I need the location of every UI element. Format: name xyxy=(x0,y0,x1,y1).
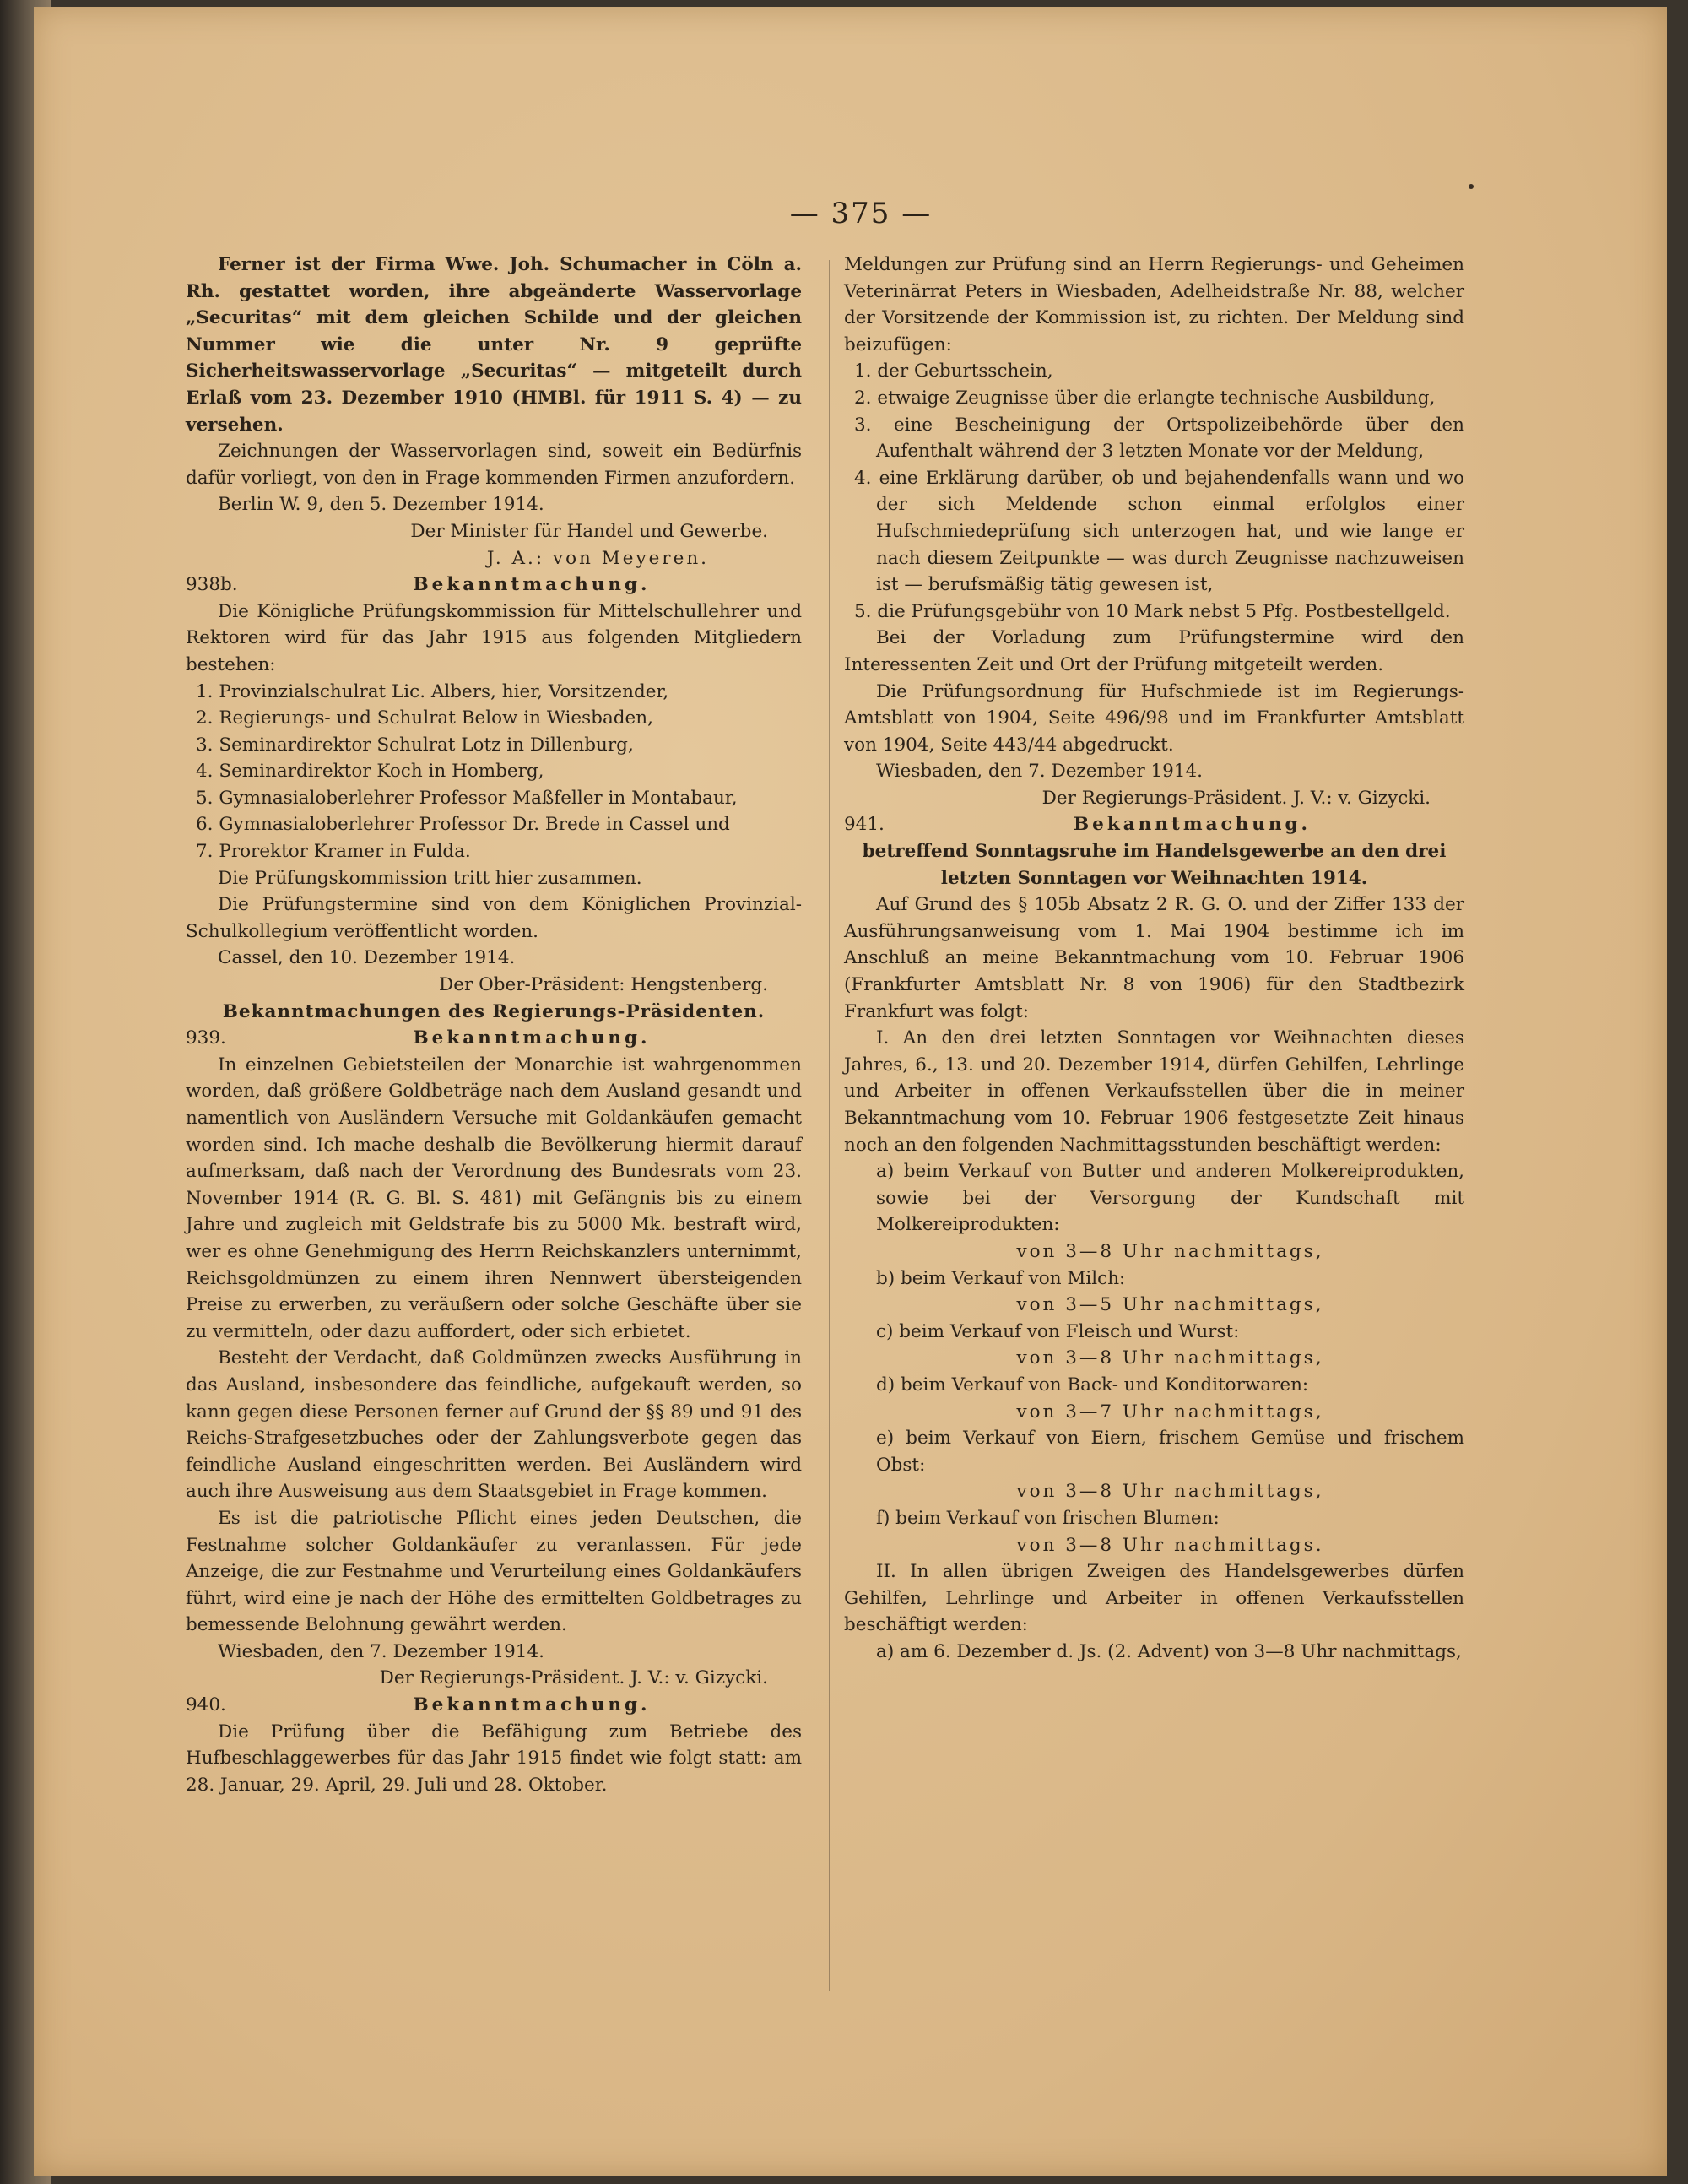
time-range: von 3—8 Uhr nachmittags. xyxy=(1016,1534,1324,1556)
signature: Der Regierungs-Präsident. J. V.: v. Gizycki. xyxy=(1041,787,1431,809)
list-item: f) beim Verkauf von frischen Blumen: xyxy=(876,1507,1220,1529)
notice-heading xyxy=(186,1025,802,1052)
signature: Der Minister für Handel und Gewerbe. xyxy=(410,520,768,542)
paragraph: Besteht der Verdacht, daß Goldmünzen zwecks Ausführung in das Ausland, insbesondere das feindliche, aufgekauft werden, so kann gegen diese Personen ferner auf Grund der §§ 89 und 91 des Reichs-Strafgesetzbuches oder der Zahlungsverbote gegen das feindliche Ausland eingeschritten werden. Bei Ausländern wird auch ihre Ausweisung aus dem Staatsgebiet in Frage kommen. xyxy=(186,1347,802,1503)
paragraph: Es ist die patriotische Pflicht eines jeden Deutschen, die Festnahme solcher Goldankäufer zu veranlassen. Für jede Anzeige, die zur Festnahme und Verurteilung eines Goldankäufers führt, wird eine je nach der Höhe des ermittelten Goldbetrages zu bemessende Belohnung gewährt werden. xyxy=(186,1507,802,1636)
list-item: 3. eine Bescheinigung der Ortspolizeibehörde über den Aufenthalt während der 3 letzten Monate vor der Meldung, xyxy=(854,414,1464,463)
right-column xyxy=(844,252,1464,1665)
paragraph: II. In allen übrigen Zweigen des Handelsgewerbes dürfen Gehilfen, Lehrlinge und Arbeiter in offenen Verkaufsstellen beschäftigt werden: xyxy=(844,1561,1464,1636)
list-item: b) beim Verkauf von Milch: xyxy=(876,1267,1126,1289)
notice-heading xyxy=(186,1692,802,1719)
paragraph: Die Prüfungsordnung für Hufschmiede ist im Regierungs-Amtsblatt von 1904, Seite 496/98 und im Frankfurter Amtsblatt von 1904, Seite 443/44 abgedruckt. xyxy=(844,680,1464,756)
paragraph: Die Königliche Prüfungskommission für Mittelschullehrer und Rektoren wird für das Jahr 1915 aus folgenden Mitgliedern bestehen: xyxy=(186,600,802,675)
paragraph: Die Prüfungskommission tritt hier zusammen. xyxy=(218,867,642,889)
paragraph: I. An den drei letzten Sonntagen vor Weihnachten dieses Jahres, 6., 13. und 20. Dezember 1914, dürfen Gehilfen, Lehrlinge und Arbeiter in offenen Verkaufsstellen über die in meiner Bekanntmachung vom 10. Februar 1906 festgesetzte Zeit hinaus noch an den folgenden Nachmittagsstunden beschäftigt werden: xyxy=(844,1027,1464,1156)
ink-speck xyxy=(1469,184,1474,189)
notice-heading xyxy=(186,572,802,599)
time-range: von 3—7 Uhr nachmittags, xyxy=(1016,1401,1324,1423)
paragraph: Bei der Vorladung zum Prüfungstermine wird den Interessenten Zeit und Ort der Prüfung mitgeteilt werden. xyxy=(844,627,1464,675)
list-item: 2. Regierungs- und Schulrat Below in Wiesbaden, xyxy=(196,707,653,729)
list-item: e) beim Verkauf von Eiern, frischem Gemüse und frischem Obst: xyxy=(876,1428,1464,1476)
column-divider xyxy=(829,260,830,1991)
list-item: d) beim Verkauf von Back- und Konditorwaren: xyxy=(876,1374,1309,1395)
notice-number: 939. xyxy=(186,1027,226,1049)
paragraph: Ferner ist der Firma Wwe. Joh. Schumacher in Cöln a. Rh. gestattet worden, ihre abgeänderte Wasservorlage „Securitas“ mit dem gleichen Schilde und der gleichen Nummer wie die unter Nr. 9 geprüfte Sicherheitswasservorlage „Securitas“ — mitgeteilt durch Erlaß vom 23. Dezember 1910 (HMBl. für 1911 S. 4) — zu versehen. xyxy=(186,254,802,436)
list-item: 7. Prorektor Kramer in Fulda. xyxy=(196,841,471,863)
list-item: 1. der Geburtsschein, xyxy=(854,360,1053,382)
time-range: von 3—8 Uhr nachmittags, xyxy=(1016,1240,1324,1262)
document-page xyxy=(34,7,1667,2176)
place-date: Berlin W. 9, den 5. Dezember 1914. xyxy=(218,494,544,516)
time-range: von 3—8 Uhr nachmittags, xyxy=(1016,1481,1324,1503)
paragraph: Meldungen zur Prüfung sind an Herrn Regierungs- und Geheimen Veterinärrat Peters in Wiesbaden, Adelheidstraße Nr. 88, welcher der Vorsitzende der Kommission ist, zu richten. Der Meldung sind beizufügen: xyxy=(844,254,1464,355)
requirements-list xyxy=(844,358,1464,625)
paragraph: Die Prüfungstermine sind von dem Königlichen Provinzial-Schulkollegium veröffentlicht worden. xyxy=(186,894,802,942)
list-item: 1. Provinzialschulrat Lic. Albers, hier, Vorsitzender, xyxy=(196,680,669,702)
list-item: 5. Gymnasialoberlehrer Professor Maßfeller in Montabaur, xyxy=(196,787,738,809)
paragraph: Die Prüfung über die Befähigung zum Betriebe des Hufbeschlaggewerbes für das Jahr 1915 findet wie folgt statt: am 28. Januar, 29. April, 29. Juli und 28. Oktober. xyxy=(186,1721,802,1796)
list-item: a) beim Verkauf von Butter und anderen Molkereiprodukten, sowie bei der Versorgung der Kundschaft mit Molkereiprodukten: xyxy=(876,1161,1464,1236)
paragraph: a) am 6. Dezember d. Js. (2. Advent) von 3—8 Uhr nachmittags, xyxy=(876,1640,1462,1662)
place-date: Cassel, den 10. Dezember 1914. xyxy=(218,947,516,969)
sales-hours-list xyxy=(844,1158,1464,1558)
place-date: Wiesbaden, den 7. Dezember 1914. xyxy=(876,761,1203,783)
notice-title: Bekanntmachung. xyxy=(413,1027,651,1049)
left-column xyxy=(186,252,802,1798)
list-item: c) beim Verkauf von Fleisch und Wurst: xyxy=(876,1320,1240,1342)
paragraph: In einzelnen Gebietsteilen der Monarchie ist wahrgenommen worden, daß größere Goldbeträge nach dem Ausland gesandt und namentlich von Ausländern Versuche mit Goldankäufen gemacht worden sind. Ich mache deshalb die Bevölkerung hiermit darauf aufmerksam, daß nach der Verordnung des Bundesrats vom 23. November 1914 (R. G. Bl. S. 481) mit Gefängnis bis zu einem Jahre und zugleich mit Geldstrafe bis zu 5000 Mk. bestraft wird, wer es ohne Genehmigung des Herrn Reichskanzlers unternimmt, Reichsgoldmünzen zu einem ihren Nennwert übersteigenden Preise zu erwerben, zu veräußern oder solche Geschäfte über sie zu vermitteln, oder dazu auffordert, oder sich erbietet. xyxy=(186,1054,802,1342)
notice-subject: letzten Sonntagen vor Weihnachten 1914. xyxy=(940,867,1368,889)
notice-number: 940. xyxy=(186,1694,226,1716)
list-item: 2. etwaige Zeugnisse über die erlangte technische Ausbildung, xyxy=(854,387,1436,409)
signature: J. A.: von Meyeren. xyxy=(486,547,709,569)
list-item: 4. Seminardirektor Koch in Homberg, xyxy=(196,761,544,783)
list-item: 5. die Prüfungsgebühr von 10 Mark nebst 5 Pfg. Postbestellgeld. xyxy=(854,600,1451,622)
paragraph: Zeichnungen der Wasservorlagen sind, soweit ein Bedürfnis dafür vorliegt, von den in Frage kommenden Firmen anzufordern. xyxy=(186,441,802,489)
notice-number: 941. xyxy=(844,814,885,836)
section-heading: Bekanntmachungen des Regierungs-Präsidenten. xyxy=(222,1000,766,1022)
notice-title: Bekanntmachung. xyxy=(413,1694,651,1716)
list-item: 4. eine Erklärung darüber, ob und bejahendenfalls wann und wo der sich Meldende schon einmal erfolglos einer Hufschmiedeprüfung sich unterzogen hat, und wie lange er nach diesem Zeitpunkte — was durch Zeugnisse nachzuweisen ist — berufsmäßig tätig gewesen ist, xyxy=(854,467,1464,596)
notice-number: 938b. xyxy=(186,574,238,596)
place-date: Wiesbaden, den 7. Dezember 1914. xyxy=(218,1640,544,1662)
notice-title: Bekanntmachung. xyxy=(1073,814,1312,836)
notice-heading xyxy=(844,811,1464,838)
list-item: 3. Seminardirektor Schulrat Lotz in Dillenburg, xyxy=(196,734,634,756)
notice-subject: betreffend Sonntagsruhe im Handelsgewerbe an den drei xyxy=(862,841,1447,863)
signature: Der Regierungs-Präsident. J. V.: v. Gizycki. xyxy=(379,1667,768,1689)
time-range: von 3—5 Uhr nachmittags, xyxy=(1016,1294,1324,1316)
member-list xyxy=(186,679,802,865)
paragraph: Auf Grund des § 105b Absatz 2 R. G. O. und der Ziffer 133 der Ausführungsanweisung vom 1. Mai 1904 bestimme ich im Anschluß an meine Bekanntmachung vom 10. Februar 1906 (Frankfurter Amtsblatt Nr. 8 von 1906) für den Stadtbezirk Frankfurt was folgt: xyxy=(844,894,1464,1022)
list-item: 6. Gymnasialoberlehrer Professor Dr. Brede in Cassel und xyxy=(196,814,730,836)
notice-title: Bekanntmachung. xyxy=(413,574,651,596)
time-range: von 3—8 Uhr nachmittags, xyxy=(1016,1347,1324,1369)
signature: Der Ober-Präsident: Hengstenberg. xyxy=(439,974,768,996)
page-number: — 375 — xyxy=(789,197,933,230)
